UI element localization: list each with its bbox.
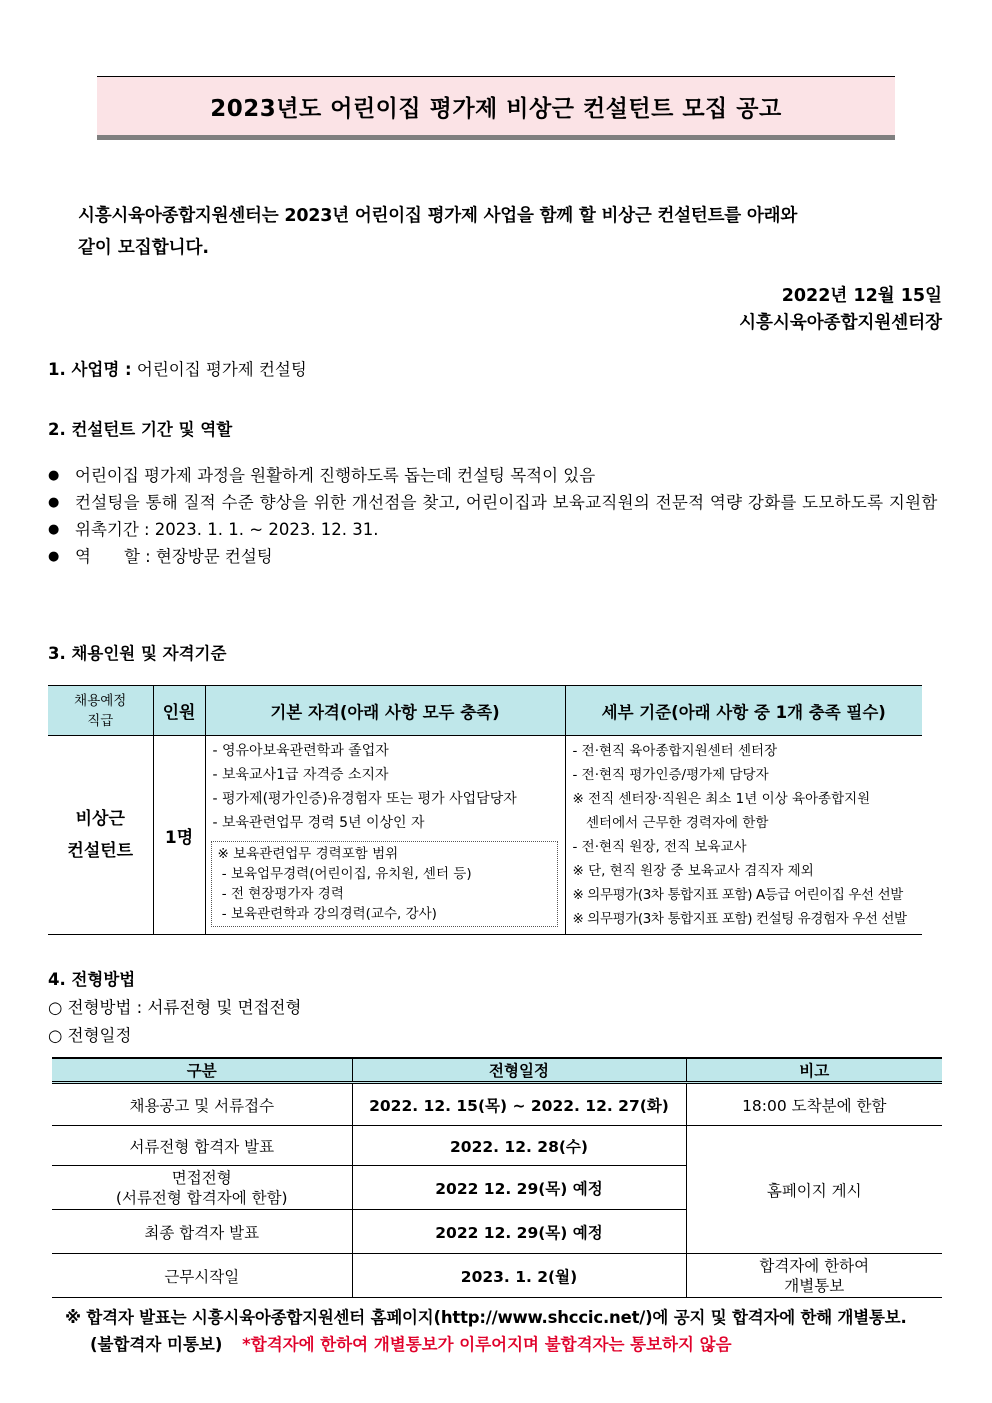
note-text: 합격자에 한하여 (759, 1256, 870, 1275)
footer-red-notice: *합격자에 한하여 개별통보가 이루어지며 불합격자는 통보하지 않음 (242, 1335, 732, 1354)
bullet-text: 위촉기간 : 2023. 1. 1. ~ 2023. 12. 31. (75, 520, 379, 539)
col-header-note: 비고 (686, 1058, 942, 1083)
date-cell: 2022. 12. 15(목) ~ 2022. 12. 27(화) (352, 1083, 686, 1126)
list-item: - 평가제(평가인증)유경험자 또는 평가 사업담당자 (212, 791, 517, 807)
category-text: (서류전형 합격자에 한함) (115, 1188, 288, 1207)
bullet-text: 어린이집 평가제 과정을 원활하게 진행하도록 돕는데 컨설팅 목적이 있음 (75, 466, 596, 485)
section-1-value: 어린이집 평가제 컨설팅 (131, 360, 307, 379)
list-item: ※ 전직 센터장·직원은 최소 1년 이상 육아종합지원 (572, 791, 871, 807)
note-cell: 18:00 도착분에 한함 (686, 1083, 942, 1126)
detail-cell (565, 736, 922, 935)
col-header-count: 인원 (153, 686, 205, 736)
list-item (48, 543, 944, 570)
col-header-date: 전형일정 (352, 1058, 686, 1083)
bullet-text: 컨설팅을 통해 질적 수준 향상을 위한 개선점을 찾고, 어린이집과 보육교직원의 전문적 역량 강화를 도모하도록 지원함 (75, 493, 938, 512)
list-item: - 전·현직 육아종합지원센터 센터장 (572, 743, 778, 759)
position-cell (48, 736, 153, 935)
table-header-row (48, 686, 922, 736)
section-2-heading-text: 2. 컨설턴트 기간 및 역할 (48, 420, 233, 439)
merged-note-cell: 홈페이지 게시 (686, 1126, 942, 1254)
section-2-heading (48, 416, 232, 440)
page-title: 2023년도 어린이집 평가제 비상근 컨설턴트 모집 공고 (210, 95, 782, 122)
position-text: 비상근 (75, 809, 125, 829)
schedule-label: ○ 전형일정 (48, 1026, 132, 1045)
list-item: - 전·현직 원장, 전직 보육교사 (572, 839, 747, 855)
date-cell: 2022 12. 29(목) 예정 (352, 1166, 686, 1210)
footer-notice (65, 1304, 907, 1358)
category-cell: 채용공고 및 서류접수 (52, 1083, 352, 1126)
list-item: ※ 의무평가(3차 통합지표 포함) 컨설팅 유경험자 우선 선발 (572, 911, 907, 927)
issuer: 시흥시육아종합지원센터장 (739, 313, 942, 333)
category-text: 면접전형 (171, 1168, 232, 1187)
section-4-heading: 4. 전형방법 (48, 970, 136, 989)
basic-cell (205, 736, 565, 935)
count-cell: 1명 (153, 736, 205, 935)
bullet-icon: ● (48, 549, 60, 564)
detail-list (567, 737, 922, 933)
experience-note-box (211, 841, 558, 927)
col-header-position (48, 686, 153, 736)
table-header-row (52, 1058, 942, 1083)
intro-line-1: 시흥시육아종합지원센터는 2023년 어린이집 평가제 사업을 함께 할 비상근 컨설턴트를 아래와 (78, 206, 798, 226)
footer-line-1: ※ 합격자 발표는 시흥시육아종합지원센터 홈페이지(http://www.shccic.net/)에 공지 및 합격자에 한해 개별통보. (65, 1308, 907, 1327)
date-cell: 2022 12. 29(목) 예정 (352, 1210, 686, 1254)
bullet-icon: ● (48, 468, 60, 483)
section-3-heading-text: 3. 채용인원 및 자격기준 (48, 644, 227, 663)
bullet-icon: ● (48, 495, 60, 510)
footer-prefix: (불합격자 미통보) (90, 1335, 223, 1354)
category-cell: 근무시작일 (52, 1254, 352, 1298)
list-item: ※ 단, 현직 원장 중 보육교사 겸직자 제외 (572, 863, 814, 879)
qualification-table (48, 685, 922, 935)
date-cell: 2022. 12. 28(수) (352, 1126, 686, 1166)
basic-list (207, 737, 564, 837)
list-item (48, 462, 944, 489)
category-cell: 서류전형 합격자 발표 (52, 1126, 352, 1166)
list-item: - 보육교사1급 자격증 소지자 (212, 767, 389, 783)
intro-line-2: 같이 모집합니다. (78, 238, 210, 258)
announcement-date: 2022년 12월 15일 (781, 286, 942, 306)
bullet-text: 역 할 : 현장방문 컨설팅 (75, 547, 273, 566)
list-item (48, 489, 944, 516)
category-cell (52, 1166, 352, 1210)
list-item (48, 516, 944, 543)
list-item: ※ 의무평가(3차 통합지표 포함) A등급 어린이집 우선 선발 (572, 887, 903, 903)
col-header-detail: 세부 기준(아래 사항 중 1개 충족 필수) (565, 686, 922, 736)
note-line: ※ 보육관련업무 경력포함 범위 (217, 846, 399, 862)
list-item: - 영유아보육관련학과 졸업자 (212, 743, 389, 759)
table-row (52, 1254, 942, 1298)
header-text: 채용예정 (74, 692, 127, 709)
header-text: 직급 (87, 712, 114, 729)
list-item: 센터에서 근무한 경력자에 한함 (572, 815, 769, 831)
intro-paragraph (78, 200, 928, 264)
section-2-bullets (48, 462, 944, 570)
note-line: - 전 현장평가자 경력 (217, 886, 344, 902)
note-cell (686, 1254, 942, 1298)
section-4 (48, 966, 301, 1050)
date-cell: 2023. 1. 2(월) (352, 1254, 686, 1298)
selection-method: ○ 전형방법 : 서류전형 및 면접전형 (48, 998, 302, 1017)
note-line: - 보육업무경력(어린이집, 유치원, 센터 등) (217, 866, 472, 882)
category-cell: 최종 합격자 발표 (52, 1210, 352, 1254)
table-row (52, 1126, 942, 1166)
table-row (52, 1083, 942, 1126)
col-header-basic: 기본 자격(아래 사항 모두 충족) (205, 686, 565, 736)
section-1-label: 1. 사업명 : (48, 360, 132, 379)
note-line: - 보육관련학과 강의경력(교수, 강사) (217, 906, 437, 922)
col-header-category: 구분 (52, 1058, 352, 1083)
note-text: 개별통보 (784, 1276, 845, 1295)
title-box (97, 76, 895, 140)
schedule-table (52, 1057, 942, 1298)
list-item: - 전·현직 평가인증/평가제 담당자 (572, 767, 769, 783)
table-row (48, 736, 922, 935)
date-block (739, 283, 942, 337)
section-3-heading (48, 640, 226, 664)
footer-line-2 (65, 1331, 907, 1358)
list-item: - 보육관련업무 경력 5년 이상인 자 (212, 815, 425, 831)
position-text: 컨설턴트 (67, 841, 134, 861)
section-1 (48, 356, 307, 380)
bullet-icon: ● (48, 522, 60, 537)
